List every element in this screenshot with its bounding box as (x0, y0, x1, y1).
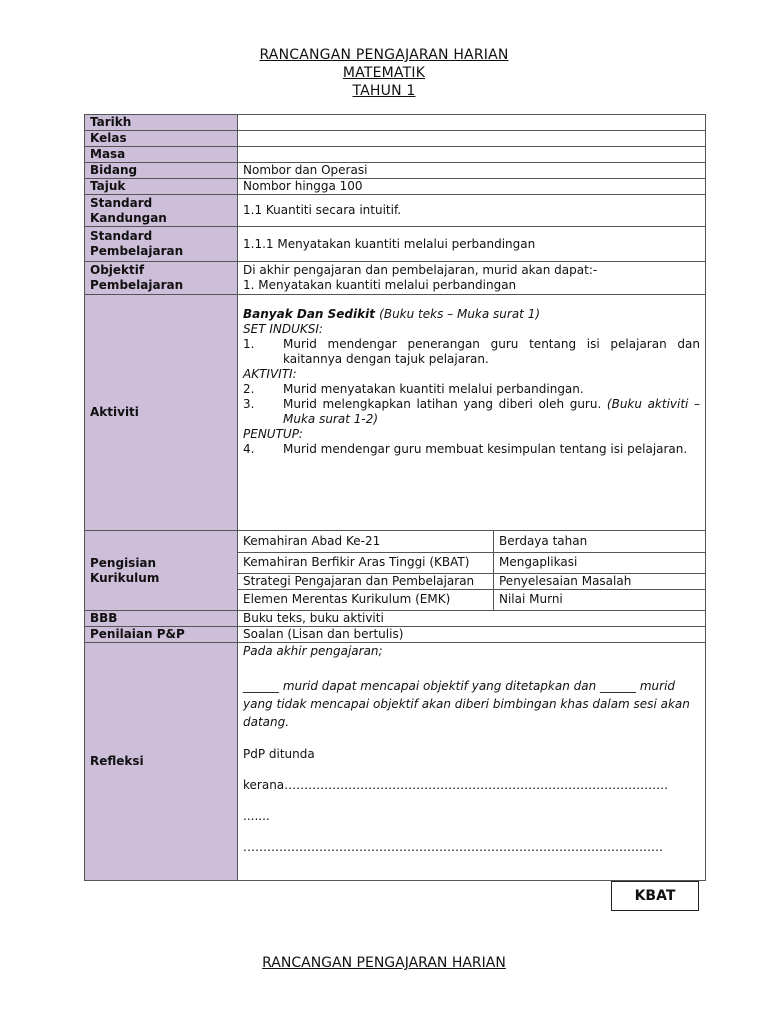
value-aktiviti[interactable] (238, 295, 706, 531)
label-line: Objektif (90, 263, 145, 277)
value-tarikh[interactable] (238, 115, 706, 131)
label-tajuk: Tajuk (85, 179, 238, 195)
label-line: Kandungan (90, 210, 167, 225)
lesson-plan-table (84, 114, 706, 881)
curriculum-key: Strategi Pengajaran dan Pembelajaran (238, 573, 494, 589)
reflection-dots-line: …………………………………………………………………………………………… (243, 840, 663, 854)
curriculum-value[interactable]: Penyelesaian Masalah (494, 573, 706, 589)
table-row (238, 573, 705, 589)
list-number: 3. (243, 397, 255, 411)
row-masa (85, 147, 706, 163)
list-text: Murid menyatakan kuantiti melalui perbandingan. (283, 382, 584, 396)
value-kelas[interactable] (238, 131, 706, 147)
row-penilaian (85, 627, 706, 643)
curriculum-value[interactable]: Nilai Murni (494, 589, 706, 610)
row-kelas (85, 131, 706, 147)
curriculum-key: Kemahiran Berfikir Aras Tinggi (KBAT) (238, 552, 494, 573)
label-standard-kandungan (85, 195, 238, 227)
title-line-2: MATEMATIK (342, 65, 426, 81)
row-standard-kandungan (85, 195, 706, 227)
value-standard-pembelajaran[interactable]: 1.1.1 Menyatakan kuantiti melalui perbandingan (238, 227, 706, 262)
row-tarikh (85, 115, 706, 131)
list-number: 4. (243, 442, 255, 456)
list-text-ref: (Buku aktiviti – Muka surat 1-2) (283, 397, 700, 426)
list-item (243, 382, 700, 397)
title-line-1: RANCANGAN PENGAJARAN HARIAN (259, 47, 509, 63)
list-text: Murid mendengar guru membuat kesimpulan tentang isi pelajaran. (283, 442, 688, 456)
activity-title-text: Banyak Dan Sedikit (243, 307, 375, 321)
label-line: Pembelajaran (90, 244, 184, 258)
list-item (243, 337, 700, 367)
label-tarikh: Tarikh (85, 115, 238, 131)
value-refleksi[interactable] (238, 643, 706, 881)
list-number: 1. (243, 337, 255, 351)
label-line: Pengisian (90, 555, 157, 570)
label-bbb: BBB (85, 611, 238, 627)
label-line: Standard (90, 195, 153, 210)
table-row (238, 552, 705, 573)
table-row (238, 589, 705, 610)
row-pengisian-kurikulum (85, 531, 706, 611)
row-refleksi (85, 643, 706, 881)
label-line: Standard (90, 229, 153, 243)
title-line-3: TAHUN 1 (352, 83, 416, 99)
list-text (283, 397, 700, 427)
row-objektif (85, 262, 706, 295)
label-aktiviti: Aktiviti (85, 295, 238, 531)
section-penutup: PENUTUP: (243, 427, 303, 441)
reflection-text: ______ murid dapat mencapai objektif yang ditetapkan dan ______ murid yang tidak mencapai objektif akan diberi bimbingan khas dalam sesi akan datang. (243, 679, 690, 729)
label-objektif (85, 262, 238, 295)
label-penilaian: Penilaian P&P (85, 627, 238, 643)
value-objektif[interactable] (238, 262, 706, 295)
activity-title (243, 307, 700, 322)
list-number: 2. (243, 382, 255, 396)
objective-item: 1. Menyatakan kuantiti melalui perbandingan (243, 278, 517, 292)
activity-title-ref: (Buku teks – Muka surat 1) (379, 307, 541, 321)
label-standard-pembelajaran (85, 227, 238, 262)
kbat-badge: KBAT (611, 881, 699, 911)
label-pengisian-kurikulum (85, 531, 238, 611)
row-bbb (85, 611, 706, 627)
value-bidang[interactable]: Nombor dan Operasi (238, 163, 706, 179)
document-title (0, 46, 768, 100)
value-pengisian-kurikulum (238, 531, 706, 611)
label-bidang: Bidang (85, 163, 238, 179)
curriculum-value[interactable]: Berdaya tahan (494, 531, 706, 552)
row-bidang (85, 163, 706, 179)
row-tajuk (85, 179, 706, 195)
label-line: Pembelajaran (90, 278, 184, 292)
curriculum-key: Kemahiran Abad Ke-21 (238, 531, 494, 552)
value-standard-kandungan[interactable]: 1.1 Kuantiti secara intuitif. (238, 195, 706, 227)
value-masa[interactable] (238, 147, 706, 163)
list-text: Murid mendengar penerangan guru tentang isi pelajaran dan kaitannya dengan tajuk pelajaran. (283, 337, 700, 366)
curriculum-value[interactable]: Mengaplikasi (494, 552, 706, 573)
label-masa: Masa (85, 147, 238, 163)
section-aktiviti: AKTIVITI: (243, 367, 297, 381)
list-item (243, 397, 700, 427)
value-bbb[interactable]: Buku teks, buku aktiviti (238, 611, 706, 627)
value-penilaian[interactable]: Soalan (Lisan dan bertulis) (238, 627, 706, 643)
value-tajuk[interactable]: Nombor hingga 100 (238, 179, 706, 195)
curriculum-subtable (238, 531, 705, 610)
objective-intro: Di akhir pengajaran dan pembelajaran, murid akan dapat:- (243, 263, 598, 277)
reflection-postponed: PdP ditunda (243, 747, 315, 761)
curriculum-key: Elemen Merentas Kurikulum (EMK) (238, 589, 494, 610)
reflection-intro: Pada akhir pengajaran; (243, 644, 383, 658)
row-aktiviti (85, 295, 706, 531)
next-page-title: RANCANGAN PENGAJARAN HARIAN (262, 955, 506, 971)
label-kelas: Kelas (85, 131, 238, 147)
list-text-main: Murid melengkapkan latihan yang diberi oleh guru. (283, 397, 602, 411)
row-standard-pembelajaran (85, 227, 706, 262)
label-line: Kurikulum (90, 570, 160, 585)
table-row (238, 531, 705, 552)
reflection-dots-short: ....... (243, 809, 270, 823)
label-refleksi: Refleksi (85, 643, 238, 881)
reflection-reason-line: kerana…………………………………………………………………………………… (243, 778, 669, 792)
section-set-induksi: SET INDUKSI: (243, 322, 323, 336)
list-item (243, 442, 700, 457)
